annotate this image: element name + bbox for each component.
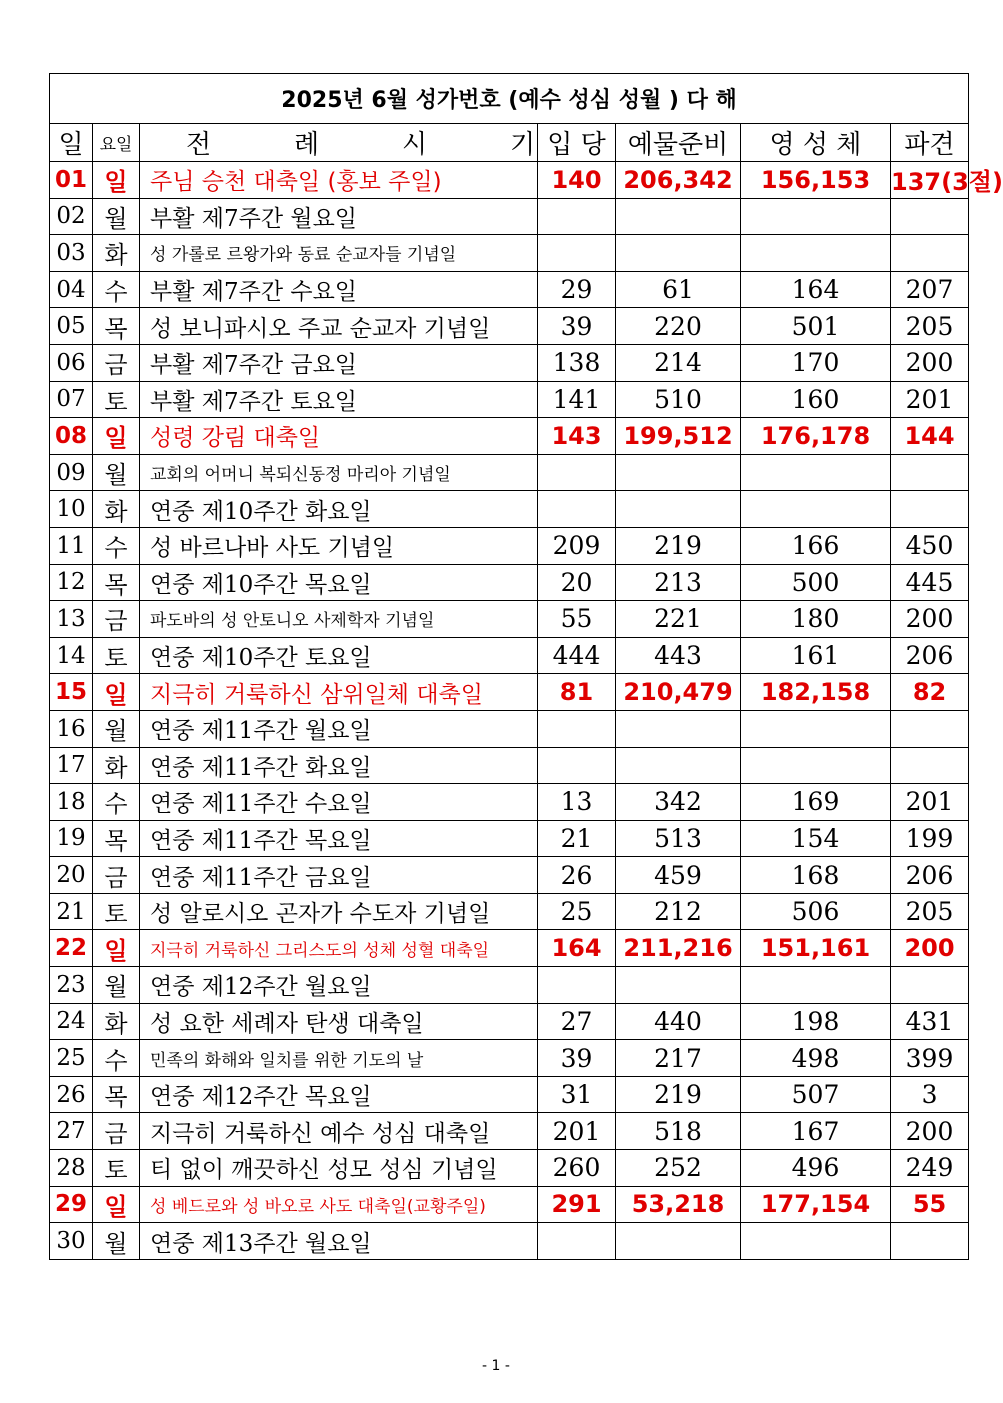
schedule-rows — [50, 162, 1003, 1260]
offertory-hymn-cell — [616, 198, 741, 235]
day-cell: 06 — [50, 344, 93, 381]
liturgy-cell: 연중 제11주간 금요일 — [140, 857, 538, 894]
communion-hymn-cell: 500 — [741, 564, 891, 601]
weekday-cell: 수 — [93, 527, 140, 564]
offertory-hymn-cell: 220 — [616, 308, 741, 345]
entrance-hymn-cell: 39 — [538, 308, 616, 345]
weekday-cell: 토 — [93, 1150, 140, 1187]
entrance-hymn-cell: 39 — [538, 1040, 616, 1077]
dismissal-hymn-cell: 445 — [891, 564, 969, 601]
liturgy-cell: 성 바르나바 사도 기념일 — [140, 527, 538, 564]
offertory-hymn-cell: 342 — [616, 784, 741, 821]
entrance-hymn-cell: 29 — [538, 271, 616, 308]
dismissal-hymn-cell: 450 — [891, 527, 969, 564]
liturgy-cell: 성 베드로와 성 바오로 사도 대축일(교황주일) — [140, 1186, 538, 1223]
dismissal-hymn-cell — [891, 198, 969, 235]
liturgy-cell: 부활 제7주간 수요일 — [140, 271, 538, 308]
dismissal-hymn-cell: 431 — [891, 1003, 969, 1040]
entrance-hymn-cell: 209 — [538, 527, 616, 564]
weekday-cell: 수 — [93, 784, 140, 821]
dismissal-hymn-cell: 201 — [891, 784, 969, 821]
offertory-hymn-cell: 214 — [616, 344, 741, 381]
weekday-cell: 월 — [93, 1223, 140, 1260]
offertory-hymn-cell: 53,218 — [616, 1186, 741, 1223]
table-row — [50, 893, 969, 930]
communion-hymn-cell — [741, 235, 891, 272]
weekday-cell: 월 — [93, 198, 140, 235]
communion-hymn-cell: 198 — [741, 1003, 891, 1040]
entrance-hymn-cell: 143 — [538, 418, 616, 455]
entrance-hymn-cell — [538, 747, 616, 784]
dismissal-hymn-cell: 55 — [891, 1186, 969, 1223]
header-liturgy — [140, 124, 538, 162]
dismissal-hymn-cell — [891, 967, 969, 1004]
entrance-hymn-cell: 140 — [538, 162, 616, 199]
liturgy-cell: 연중 제10주간 화요일 — [140, 491, 538, 528]
dismissal-hymn-cell: 199 — [891, 820, 969, 857]
communion-hymn-cell: 501 — [741, 308, 891, 345]
entrance-hymn-cell: 291 — [538, 1186, 616, 1223]
day-cell: 28 — [50, 1150, 93, 1187]
table-row — [50, 454, 969, 491]
day-cell: 24 — [50, 1003, 93, 1040]
offertory-hymn-cell — [616, 747, 741, 784]
liturgy-cell: 성 알로시오 곤자가 수도자 기념일 — [140, 893, 538, 930]
day-cell: 02 — [50, 198, 93, 235]
offertory-hymn-cell: 219 — [616, 1076, 741, 1113]
day-cell: 26 — [50, 1076, 93, 1113]
page-number: - 1 - — [482, 1358, 510, 1374]
communion-hymn-cell: 170 — [741, 344, 891, 381]
entrance-hymn-cell: 25 — [538, 893, 616, 930]
weekday-cell: 목 — [93, 820, 140, 857]
day-cell: 30 — [50, 1223, 93, 1260]
liturgy-cell: 부활 제7주간 토요일 — [140, 381, 538, 418]
entrance-hymn-cell: 141 — [538, 381, 616, 418]
entrance-hymn-cell: 201 — [538, 1113, 616, 1150]
table-row — [50, 381, 969, 418]
liturgy-cell: 연중 제10주간 목요일 — [140, 564, 538, 601]
day-cell: 14 — [50, 637, 93, 674]
table-row — [50, 1076, 969, 1113]
hymn-schedule-table — [49, 73, 1003, 1260]
table-row — [50, 784, 969, 821]
liturgy-cell: 지극히 거룩하신 예수 성심 대축일 — [140, 1113, 538, 1150]
weekday-cell: 수 — [93, 271, 140, 308]
offertory-hymn-cell — [616, 1223, 741, 1260]
day-cell: 20 — [50, 857, 93, 894]
day-cell: 12 — [50, 564, 93, 601]
table-row — [50, 198, 969, 235]
communion-hymn-cell: 177,154 — [741, 1186, 891, 1223]
table-row — [50, 601, 969, 638]
day-cell: 01 — [50, 162, 93, 199]
day-cell: 05 — [50, 308, 93, 345]
weekday-cell: 토 — [93, 637, 140, 674]
dismissal-hymn-cell: 205 — [891, 308, 969, 345]
offertory-hymn-cell: 518 — [616, 1113, 741, 1150]
liturgy-cell: 연중 제12주간 월요일 — [140, 967, 538, 1004]
day-cell: 07 — [50, 381, 93, 418]
offertory-hymn-cell: 206,342 — [616, 162, 741, 199]
weekday-cell: 화 — [93, 1003, 140, 1040]
weekday-cell: 금 — [93, 344, 140, 381]
title-row — [50, 74, 969, 124]
header-liturgy-char: 기 — [510, 130, 536, 160]
header-communion: 영 성 체 — [741, 124, 891, 162]
liturgy-cell: 부활 제7주간 금요일 — [140, 344, 538, 381]
dismissal-hymn-cell: 207 — [891, 271, 969, 308]
weekday-cell: 화 — [93, 491, 140, 528]
entrance-hymn-cell: 13 — [538, 784, 616, 821]
table-row — [50, 1150, 969, 1187]
offertory-hymn-cell: 440 — [616, 1003, 741, 1040]
header-row — [50, 124, 969, 162]
dismissal-hymn-cell: 200 — [891, 1113, 969, 1150]
table-row — [50, 308, 969, 345]
table-row — [50, 710, 969, 747]
offertory-hymn-cell: 212 — [616, 893, 741, 930]
weekday-cell: 목 — [93, 1076, 140, 1113]
communion-hymn-cell: 161 — [741, 637, 891, 674]
dismissal-hymn-cell — [891, 747, 969, 784]
offertory-hymn-cell: 199,512 — [616, 418, 741, 455]
communion-hymn-cell — [741, 710, 891, 747]
liturgy-cell: 지극히 거룩하신 삼위일체 대축일 — [140, 674, 538, 711]
weekday-cell: 화 — [93, 235, 140, 272]
header-weekday: 요일 — [93, 124, 140, 162]
entrance-hymn-cell: 26 — [538, 857, 616, 894]
communion-hymn-cell: 496 — [741, 1150, 891, 1187]
communion-hymn-cell — [741, 491, 891, 528]
communion-hymn-cell: 154 — [741, 820, 891, 857]
table-row — [50, 1223, 969, 1260]
communion-hymn-cell: 507 — [741, 1076, 891, 1113]
day-cell: 19 — [50, 820, 93, 857]
header-dismissal: 파견 — [891, 124, 969, 162]
table-row — [50, 747, 969, 784]
entrance-hymn-cell: 21 — [538, 820, 616, 857]
table-row — [50, 1186, 969, 1223]
liturgy-cell: 성 가롤로 르왕가와 동료 순교자들 기념일 — [140, 235, 538, 272]
entrance-hymn-cell — [538, 198, 616, 235]
entrance-hymn-cell: 55 — [538, 601, 616, 638]
table-row — [50, 857, 969, 894]
weekday-cell: 일 — [93, 930, 140, 967]
dismissal-hymn-cell — [891, 454, 969, 491]
offertory-hymn-cell: 221 — [616, 601, 741, 638]
offertory-hymn-cell: 459 — [616, 857, 741, 894]
header-liturgy-char: 례 — [294, 130, 320, 160]
page-title: 2025년 6월 성가번호 (예수 성심 성월 ) 다 해 — [50, 74, 969, 124]
liturgy-cell: 교회의 어머니 복되신동정 마리아 기념일 — [140, 454, 538, 491]
dismissal-hymn-cell: 200 — [891, 601, 969, 638]
offertory-hymn-cell: 210,479 — [616, 674, 741, 711]
dismissal-hymn-cell: 201 — [891, 381, 969, 418]
day-cell: 09 — [50, 454, 93, 491]
dismissal-hymn-cell — [891, 235, 969, 272]
offertory-hymn-cell: 513 — [616, 820, 741, 857]
liturgy-cell: 성 보니파시오 주교 순교자 기념일 — [140, 308, 538, 345]
liturgy-cell: 연중 제11주간 월요일 — [140, 710, 538, 747]
offertory-hymn-cell: 510 — [616, 381, 741, 418]
liturgy-cell: 부활 제7주간 월요일 — [140, 198, 538, 235]
day-cell: 08 — [50, 418, 93, 455]
liturgy-cell: 연중 제12주간 목요일 — [140, 1076, 538, 1113]
offertory-hymn-cell — [616, 235, 741, 272]
liturgy-cell: 지극히 거룩하신 그리스도의 성체 성혈 대축일 — [140, 930, 538, 967]
communion-hymn-cell — [741, 747, 891, 784]
offertory-hymn-cell: 219 — [616, 527, 741, 564]
table-row — [50, 930, 969, 967]
communion-hymn-cell: 160 — [741, 381, 891, 418]
offertory-hymn-cell — [616, 967, 741, 1004]
day-cell: 17 — [50, 747, 93, 784]
liturgy-cell: 연중 제11주간 목요일 — [140, 820, 538, 857]
dismissal-hymn-cell — [891, 1223, 969, 1260]
entrance-hymn-cell: 81 — [538, 674, 616, 711]
communion-hymn-cell — [741, 1223, 891, 1260]
weekday-cell: 토 — [93, 381, 140, 418]
dismissal-hymn-cell: 206 — [891, 857, 969, 894]
entrance-hymn-cell: 20 — [538, 564, 616, 601]
table-row — [50, 418, 969, 455]
day-cell: 22 — [50, 930, 93, 967]
entrance-hymn-cell — [538, 235, 616, 272]
table-row — [50, 491, 969, 528]
day-cell: 29 — [50, 1186, 93, 1223]
communion-hymn-cell: 506 — [741, 893, 891, 930]
table-row — [50, 162, 969, 199]
day-cell: 04 — [50, 271, 93, 308]
offertory-hymn-cell: 61 — [616, 271, 741, 308]
day-cell: 13 — [50, 601, 93, 638]
header-entrance: 입 당 — [538, 124, 616, 162]
offertory-hymn-cell: 211,216 — [616, 930, 741, 967]
dismissal-hymn-cell: 200 — [891, 344, 969, 381]
header-day: 일 — [50, 124, 93, 162]
offertory-hymn-cell — [616, 710, 741, 747]
entrance-hymn-cell — [538, 1223, 616, 1260]
dismissal-hymn-cell: 249 — [891, 1150, 969, 1187]
weekday-cell: 금 — [93, 1113, 140, 1150]
weekday-cell: 화 — [93, 747, 140, 784]
table-row — [50, 820, 969, 857]
liturgy-cell: 민족의 화해와 일치를 위한 기도의 날 — [140, 1040, 538, 1077]
offertory-hymn-cell: 213 — [616, 564, 741, 601]
table-row — [50, 1113, 969, 1150]
weekday-cell: 금 — [93, 857, 140, 894]
entrance-hymn-cell: 164 — [538, 930, 616, 967]
dismissal-hymn-cell: 137(3절) — [891, 162, 969, 199]
header-liturgy-char: 시 — [402, 130, 428, 160]
entrance-hymn-cell — [538, 454, 616, 491]
table-row — [50, 637, 969, 674]
liturgy-cell: 연중 제10주간 토요일 — [140, 637, 538, 674]
communion-hymn-cell: 156,153 — [741, 162, 891, 199]
entrance-hymn-cell — [538, 491, 616, 528]
offertory-hymn-cell — [616, 491, 741, 528]
weekday-cell: 월 — [93, 710, 140, 747]
liturgy-cell: 주님 승천 대축일 (홍보 주일) — [140, 162, 538, 199]
communion-hymn-cell: 167 — [741, 1113, 891, 1150]
table-row — [50, 235, 969, 272]
table-row — [50, 1003, 969, 1040]
liturgy-cell: 파도바의 성 안토니오 사제학자 기념일 — [140, 601, 538, 638]
day-cell: 27 — [50, 1113, 93, 1150]
communion-hymn-cell — [741, 198, 891, 235]
weekday-cell: 일 — [93, 418, 140, 455]
dismissal-hymn-cell — [891, 710, 969, 747]
communion-hymn-cell: 169 — [741, 784, 891, 821]
dismissal-hymn-cell: 205 — [891, 893, 969, 930]
table-row — [50, 967, 969, 1004]
liturgy-cell: 성 요한 세례자 탄생 대축일 — [140, 1003, 538, 1040]
table-row — [50, 271, 969, 308]
day-cell: 18 — [50, 784, 93, 821]
communion-hymn-cell: 166 — [741, 527, 891, 564]
header-offertory: 예물준비 — [616, 124, 741, 162]
weekday-cell: 토 — [93, 893, 140, 930]
entrance-hymn-cell: 444 — [538, 637, 616, 674]
communion-hymn-cell: 151,161 — [741, 930, 891, 967]
liturgy-cell: 성령 강림 대축일 — [140, 418, 538, 455]
dismissal-hymn-cell: 3 — [891, 1076, 969, 1113]
day-cell: 23 — [50, 967, 93, 1004]
weekday-cell: 일 — [93, 162, 140, 199]
table-row — [50, 674, 969, 711]
table-row — [50, 1040, 969, 1077]
table-row — [50, 344, 969, 381]
communion-hymn-cell — [741, 967, 891, 1004]
entrance-hymn-cell: 138 — [538, 344, 616, 381]
weekday-cell: 일 — [93, 1186, 140, 1223]
table-row — [50, 564, 969, 601]
dismissal-hymn-cell: 144 — [891, 418, 969, 455]
day-cell: 16 — [50, 710, 93, 747]
dismissal-hymn-cell: 82 — [891, 674, 969, 711]
weekday-cell: 목 — [93, 564, 140, 601]
communion-hymn-cell: 182,158 — [741, 674, 891, 711]
communion-hymn-cell: 164 — [741, 271, 891, 308]
dismissal-hymn-cell: 399 — [891, 1040, 969, 1077]
entrance-hymn-cell: 27 — [538, 1003, 616, 1040]
weekday-cell: 월 — [93, 454, 140, 491]
weekday-cell: 월 — [93, 967, 140, 1004]
entrance-hymn-cell — [538, 710, 616, 747]
day-cell: 11 — [50, 527, 93, 564]
liturgy-cell: 연중 제13주간 월요일 — [140, 1223, 538, 1260]
day-cell: 21 — [50, 893, 93, 930]
weekday-cell: 일 — [93, 674, 140, 711]
dismissal-hymn-cell — [891, 491, 969, 528]
dismissal-hymn-cell: 206 — [891, 637, 969, 674]
liturgy-cell: 티 없이 깨끗하신 성모 성심 기념일 — [140, 1150, 538, 1187]
dismissal-hymn-cell: 200 — [891, 930, 969, 967]
day-cell: 10 — [50, 491, 93, 528]
weekday-cell: 금 — [93, 601, 140, 638]
liturgy-cell: 연중 제11주간 수요일 — [140, 784, 538, 821]
communion-hymn-cell: 498 — [741, 1040, 891, 1077]
offertory-hymn-cell: 252 — [616, 1150, 741, 1187]
header-liturgy-char: 전 — [186, 130, 212, 160]
entrance-hymn-cell — [538, 967, 616, 1004]
offertory-hymn-cell: 217 — [616, 1040, 741, 1077]
communion-hymn-cell — [741, 454, 891, 491]
offertory-hymn-cell — [616, 454, 741, 491]
communion-hymn-cell: 176,178 — [741, 418, 891, 455]
day-cell: 03 — [50, 235, 93, 272]
offertory-hymn-cell: 443 — [616, 637, 741, 674]
liturgy-cell: 연중 제11주간 화요일 — [140, 747, 538, 784]
day-cell: 25 — [50, 1040, 93, 1077]
communion-hymn-cell: 168 — [741, 857, 891, 894]
communion-hymn-cell: 180 — [741, 601, 891, 638]
entrance-hymn-cell: 31 — [538, 1076, 616, 1113]
table-row — [50, 527, 969, 564]
entrance-hymn-cell: 260 — [538, 1150, 616, 1187]
day-cell: 15 — [50, 674, 93, 711]
weekday-cell: 목 — [93, 308, 140, 345]
weekday-cell: 수 — [93, 1040, 140, 1077]
